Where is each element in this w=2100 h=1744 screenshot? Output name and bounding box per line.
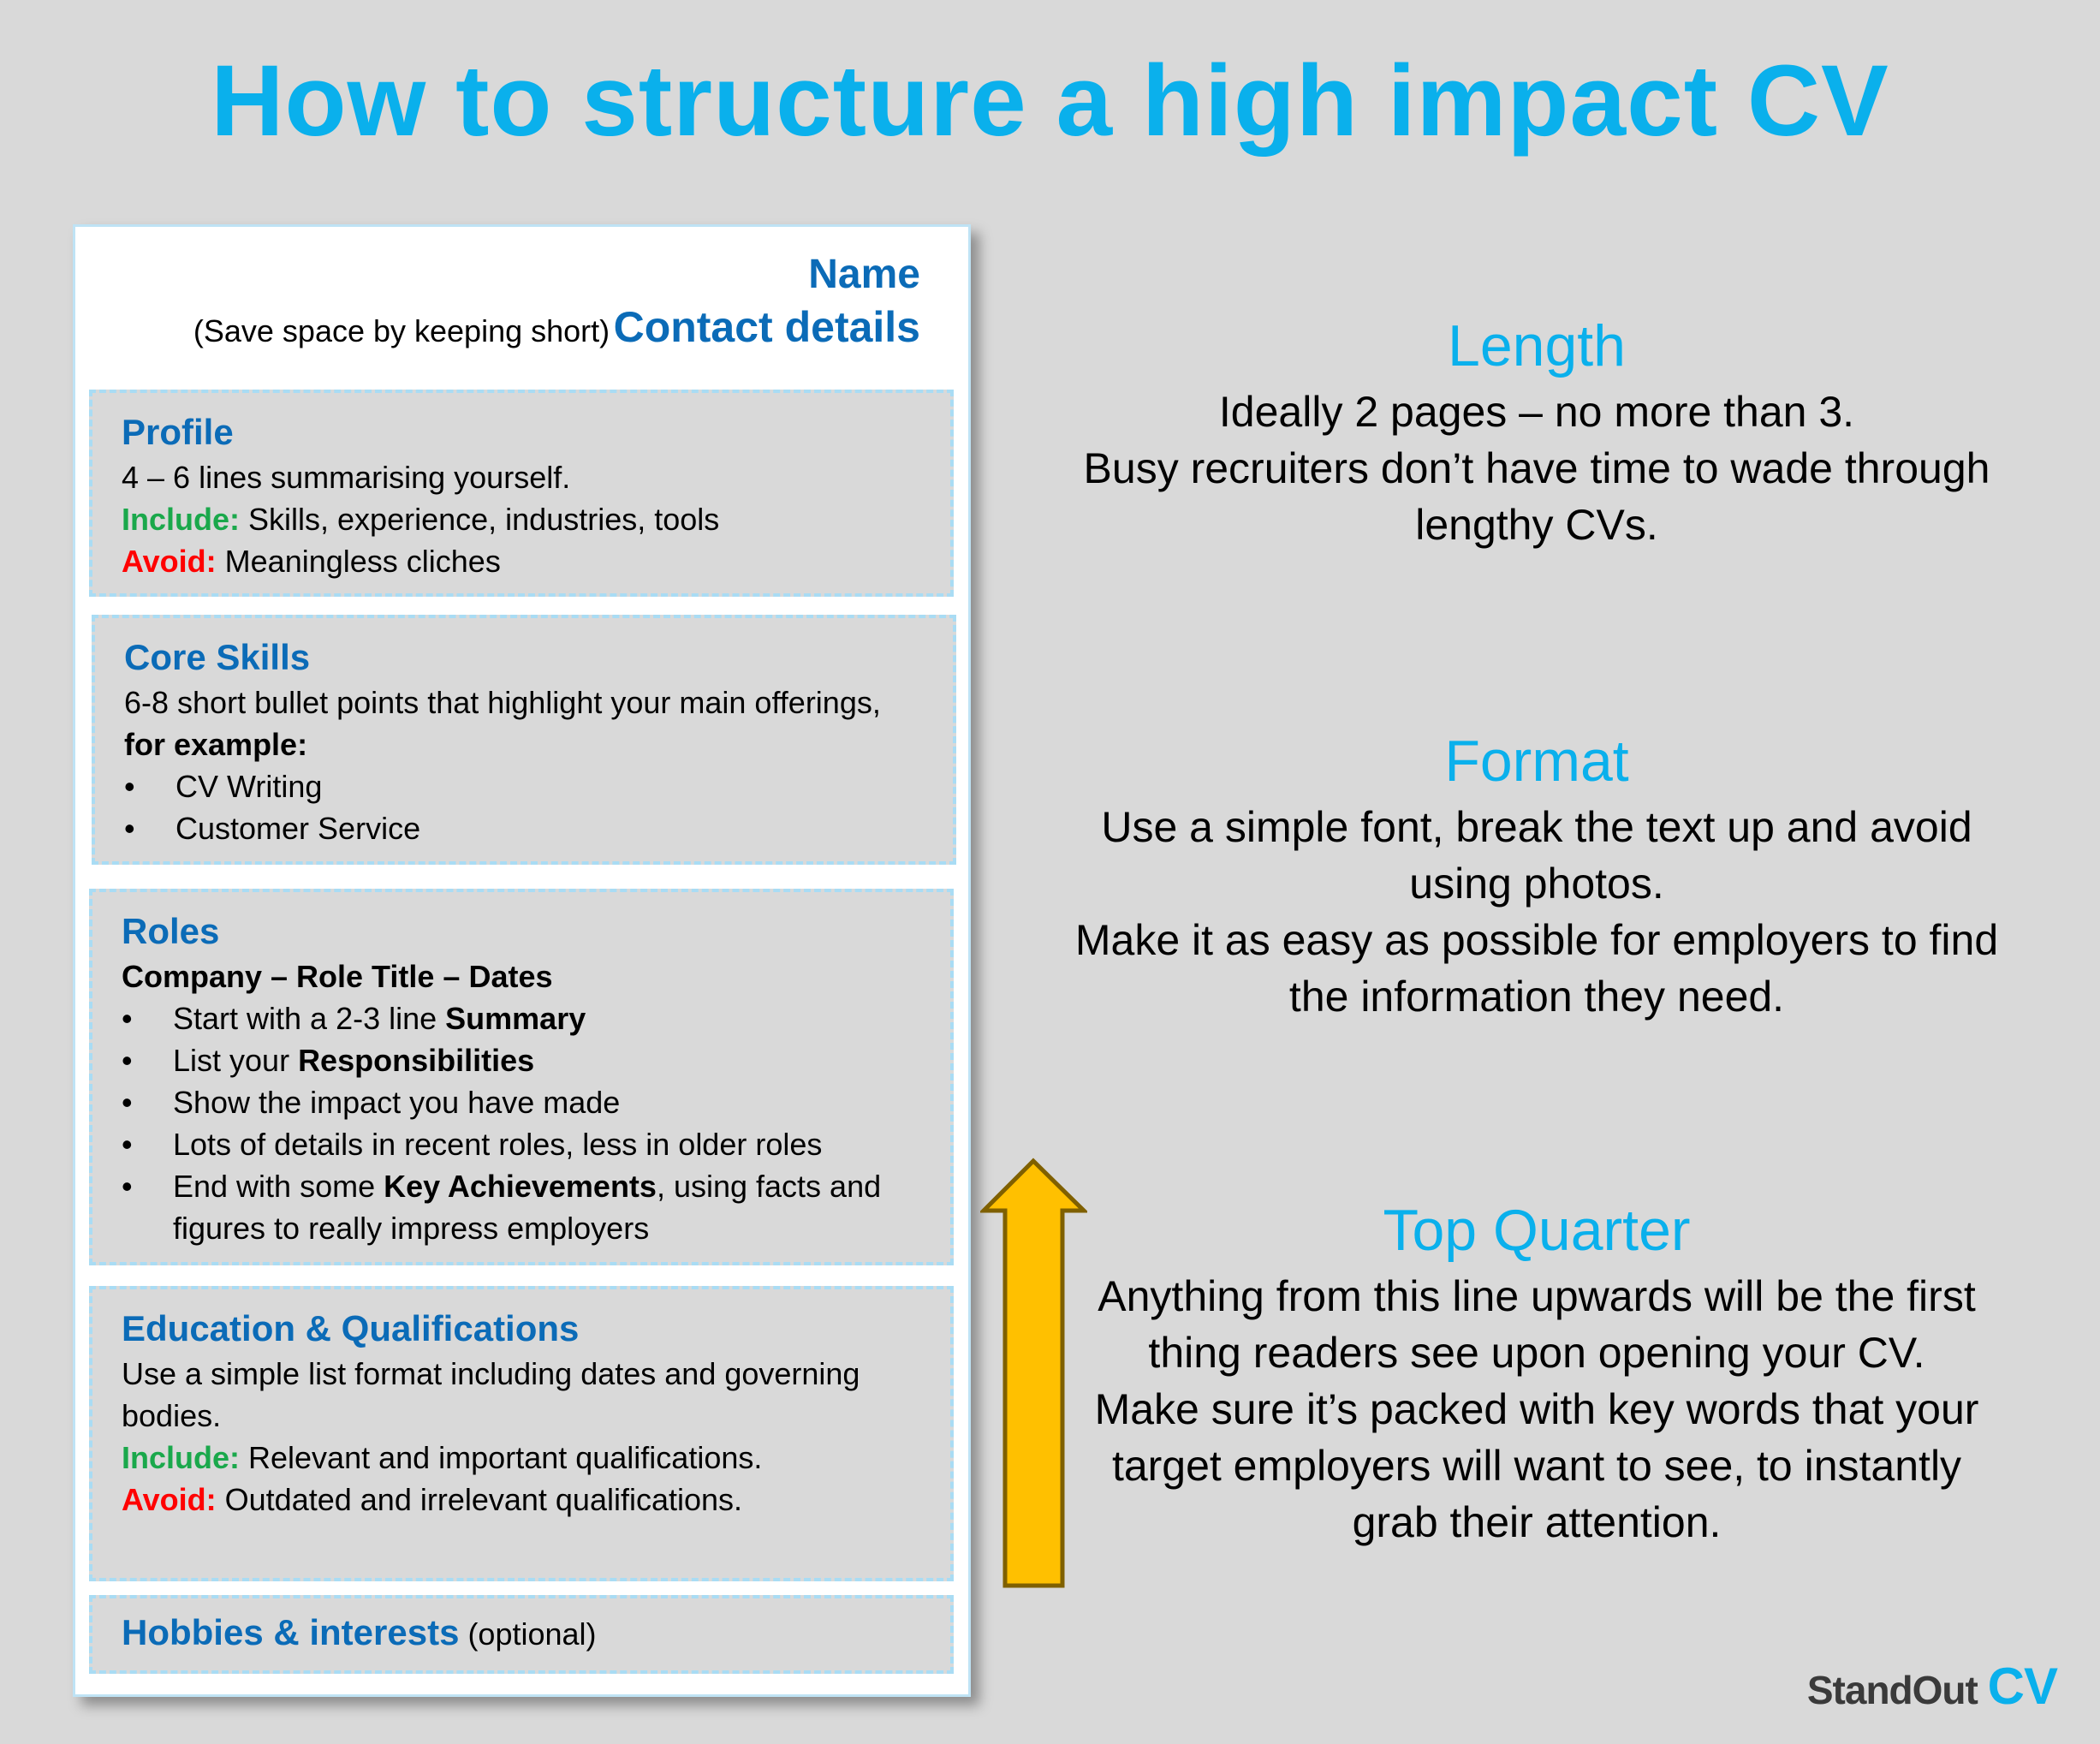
list-item bbox=[122, 1165, 921, 1249]
list-item bbox=[124, 765, 924, 807]
role-item-text: , using facts and figures to really impress employers bbox=[173, 1169, 882, 1246]
include-label: Include: bbox=[122, 1440, 241, 1475]
education-text: Use a simple list format including dates and governing bodies. bbox=[122, 1356, 860, 1433]
cv-page-mockup bbox=[73, 224, 971, 1697]
role-item-text: Show the impact you have made bbox=[173, 1085, 621, 1120]
core-skills-list bbox=[124, 765, 924, 849]
bullet: • bbox=[122, 1085, 133, 1120]
avoid-label: Avoid: bbox=[122, 544, 217, 579]
avoid-text: Meaningless cliches bbox=[216, 544, 501, 579]
profile-include bbox=[122, 498, 921, 540]
education-section bbox=[89, 1286, 954, 1581]
hobbies-section bbox=[89, 1595, 954, 1674]
education-avoid bbox=[122, 1479, 921, 1521]
bullet: • bbox=[122, 1169, 133, 1204]
profile-text: 4 – 6 lines summarising yourself. bbox=[122, 460, 571, 495]
list-item bbox=[122, 1081, 921, 1123]
roles-heading: Roles bbox=[122, 911, 220, 951]
role-item-text: List your bbox=[173, 1043, 299, 1078]
length-line2: Busy recruiters don’t have time to wade through lengthy CVs. bbox=[1083, 444, 1990, 549]
role-item-bold: Responsibilities bbox=[298, 1043, 535, 1078]
role-item-text: Lots of details in recent roles, less in older roles bbox=[173, 1127, 823, 1162]
format-line2: Make it as easy as possible for employers to find the information they need. bbox=[1074, 916, 1999, 1021]
cv-name: Name bbox=[808, 252, 920, 297]
skill-item: CV Writing bbox=[175, 769, 323, 804]
core-skills-example: for example: bbox=[124, 727, 308, 762]
role-item-bold: Key Achievements bbox=[384, 1169, 657, 1204]
hobbies-heading: Hobbies & interests bbox=[122, 1612, 460, 1652]
top-quarter-line1: Anything from this line upwards will be the first thing readers see upon opening your CV. bbox=[1098, 1272, 1976, 1377]
length-heading: Length bbox=[1448, 313, 1626, 378]
list-item bbox=[122, 997, 921, 1039]
logo-brand: StandOut bbox=[1806, 1668, 1978, 1712]
include-text: Skills, experience, industries, tools bbox=[240, 502, 720, 537]
page-title: How to structure a high impact CV bbox=[211, 45, 1889, 158]
top-quarter-block bbox=[1053, 1193, 2020, 1551]
skill-item: Customer Service bbox=[175, 811, 421, 846]
bullet: • bbox=[122, 1001, 133, 1036]
bullet: • bbox=[124, 769, 135, 804]
up-arrow-icon bbox=[980, 1158, 1087, 1590]
role-item-bold: Summary bbox=[445, 1001, 586, 1036]
logo-suffix: CV bbox=[1987, 1658, 2057, 1715]
contact-row bbox=[193, 302, 920, 352]
length-line1: Ideally 2 pages – no more than 3. bbox=[1218, 388, 1855, 436]
core-skills-section bbox=[92, 615, 956, 865]
format-block bbox=[1053, 723, 2020, 1025]
role-item-text: End with some bbox=[173, 1169, 384, 1204]
profile-section bbox=[89, 390, 954, 597]
avoid-label: Avoid: bbox=[122, 1482, 217, 1517]
bullet: • bbox=[122, 1127, 133, 1162]
roles-list bbox=[122, 997, 921, 1249]
top-quarter-heading: Top Quarter bbox=[1383, 1198, 1691, 1263]
profile-avoid bbox=[122, 540, 921, 582]
list-item bbox=[124, 807, 924, 849]
list-item bbox=[122, 1123, 921, 1165]
profile-heading: Profile bbox=[122, 412, 234, 452]
core-skills-text bbox=[124, 682, 924, 765]
education-heading: Education & Qualifications bbox=[122, 1308, 580, 1348]
core-skills-heading: Core Skills bbox=[124, 637, 311, 677]
contact-details: Contact details bbox=[613, 303, 920, 351]
list-item bbox=[122, 1039, 921, 1081]
bullet: • bbox=[124, 811, 135, 846]
bullet: • bbox=[122, 1043, 133, 1078]
hobbies-note: (optional) bbox=[459, 1616, 597, 1652]
format-line1: Use a simple font, break the text up and avoid using photos. bbox=[1101, 803, 1972, 908]
standout-cv-logo bbox=[1807, 1657, 2057, 1716]
roles-subheading: Company – Role Title – Dates bbox=[122, 959, 553, 994]
education-include bbox=[122, 1437, 921, 1479]
avoid-text: Outdated and irrelevant qualifications. bbox=[216, 1482, 743, 1517]
contact-note: (Save space by keeping short) bbox=[193, 313, 610, 348]
top-quarter-line2: Make sure it’s packed with key words that your target employers will want to see, to instantly grab their attention. bbox=[1094, 1385, 1979, 1546]
core-skills-desc: 6-8 short bullet points that highlight your main offerings, bbox=[124, 685, 881, 720]
format-heading: Format bbox=[1444, 729, 1629, 794]
include-text: Relevant and important qualifications. bbox=[240, 1440, 763, 1475]
role-item-text: Start with a 2-3 line bbox=[173, 1001, 446, 1036]
include-label: Include: bbox=[122, 502, 241, 537]
roles-section bbox=[89, 889, 954, 1265]
length-block bbox=[1053, 308, 2020, 553]
